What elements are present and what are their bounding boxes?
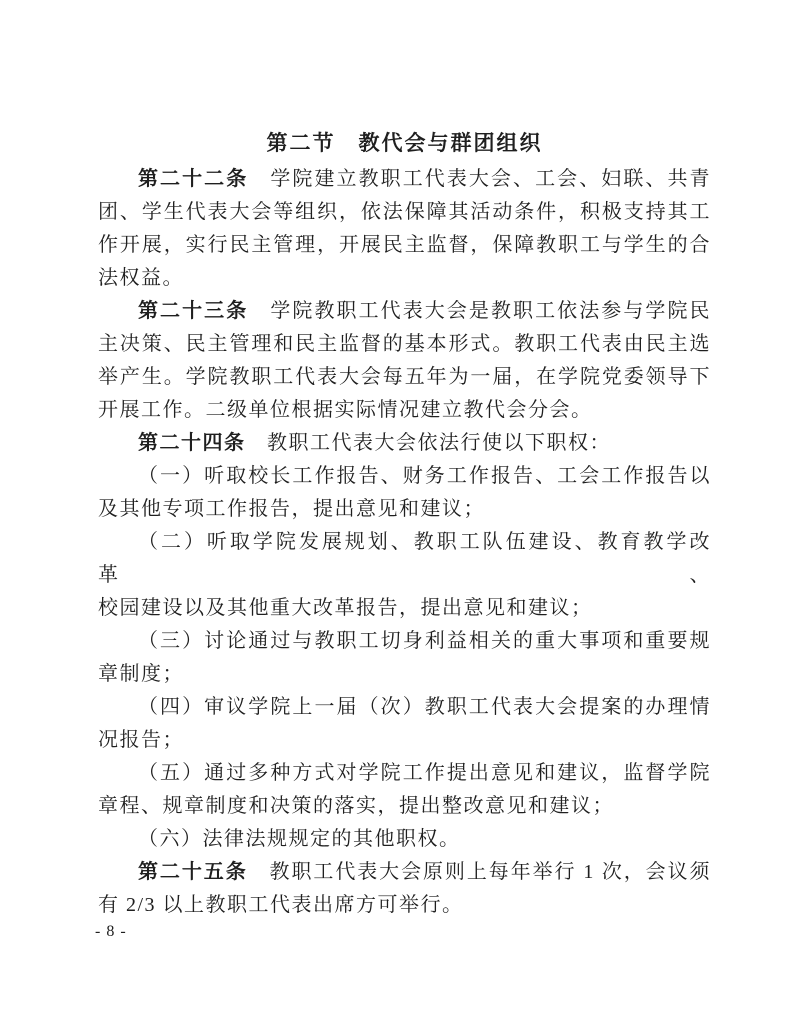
text-line-3 xyxy=(98,229,711,262)
text-segment: 作开展，实行民主管理，开展民主监督，保障教职工与学生的合 xyxy=(98,234,711,256)
article-number: 第二十二条 xyxy=(138,168,249,190)
text-line-2 xyxy=(98,196,711,229)
text-line-8 xyxy=(98,394,711,427)
text-segment: 开展工作。二级单位根据实际情况建立教代会分会。 xyxy=(98,399,593,421)
text-line-14 xyxy=(98,625,711,658)
text-segment: 学院教职工代表大会是教职工依法参与学院民 xyxy=(248,300,712,322)
text-line-4 xyxy=(98,262,711,295)
text-line-5 xyxy=(98,295,711,328)
article-number: 第二十五条 xyxy=(138,861,248,883)
text-segment: 章程、规章制度和决策的落实，提出整改意见和建议； xyxy=(98,795,614,817)
text-segment: 教职工代表大会依法行使以下职权： xyxy=(245,432,611,454)
text-segment: （二）听取学院发展规划、教职工队伍建设、教育教学改革、 xyxy=(98,531,711,586)
text-line-12 xyxy=(98,526,711,592)
text-line-20 xyxy=(98,823,711,856)
text-line-10 xyxy=(98,460,711,493)
text-segment: 况报告； xyxy=(98,729,184,751)
text-line-15 xyxy=(98,658,711,691)
text-line-19 xyxy=(98,790,711,823)
article-number: 第二十四条 xyxy=(138,432,246,454)
text-line-13 xyxy=(98,592,711,625)
text-segment: 校园建设以及其他重大改革报告，提出意见和建议； xyxy=(98,597,593,619)
text-segment: （一）听取校长工作报告、财务工作报告、工会工作报告以 xyxy=(138,465,711,487)
document-body xyxy=(98,163,711,922)
text-line-6 xyxy=(98,328,711,361)
text-segment: 教职工代表大会原则上每年举行 1 次，会议须 xyxy=(247,861,712,883)
text-segment: 团、学生代表大会等组织，依法保障其活动条件，积极支持其工 xyxy=(98,201,711,223)
document-content xyxy=(98,127,711,922)
text-line-22 xyxy=(98,889,711,922)
text-line-7 xyxy=(98,361,711,394)
text-line-16 xyxy=(98,691,711,724)
text-line-11 xyxy=(98,493,711,526)
text-line-17 xyxy=(98,724,711,757)
text-line-9 xyxy=(98,427,711,460)
text-segment: 学院建立教职工代表大会、工会、妇联、共青 xyxy=(248,168,712,190)
text-segment: 有 2/3 以上教职工代表出席方可举行。 xyxy=(98,894,464,916)
page-number: - 8 - xyxy=(95,923,127,940)
text-segment: 举产生。学院教职工代表大会每五年为一届，在学院党委领导下 xyxy=(98,366,711,388)
text-line-18 xyxy=(98,757,711,790)
text-segment: 章制度； xyxy=(98,663,184,685)
text-segment: 及其他专项工作报告，提出意见和建议； xyxy=(98,498,485,520)
text-segment: （四）审议学院上一届（次）教职工代表大会提案的办理情 xyxy=(138,696,711,718)
article-number: 第二十三条 xyxy=(138,300,249,322)
text-segment: （六）法律法规规定的其他职权。 xyxy=(138,828,461,850)
text-segment: （三）讨论通过与教职工切身利益相关的重大事项和重要规 xyxy=(138,630,711,652)
section-title: 第二节 教代会与群团组织 xyxy=(266,131,543,155)
text-segment: （五）通过多种方式对学院工作提出意见和建议，监督学院 xyxy=(138,762,711,784)
text-line-21 xyxy=(98,856,711,889)
text-segment: 主决策、民主管理和民主监督的基本形式。教职工代表由民主选 xyxy=(98,333,711,355)
text-segment: 法权益。 xyxy=(98,267,184,289)
text-line-1 xyxy=(98,163,711,196)
